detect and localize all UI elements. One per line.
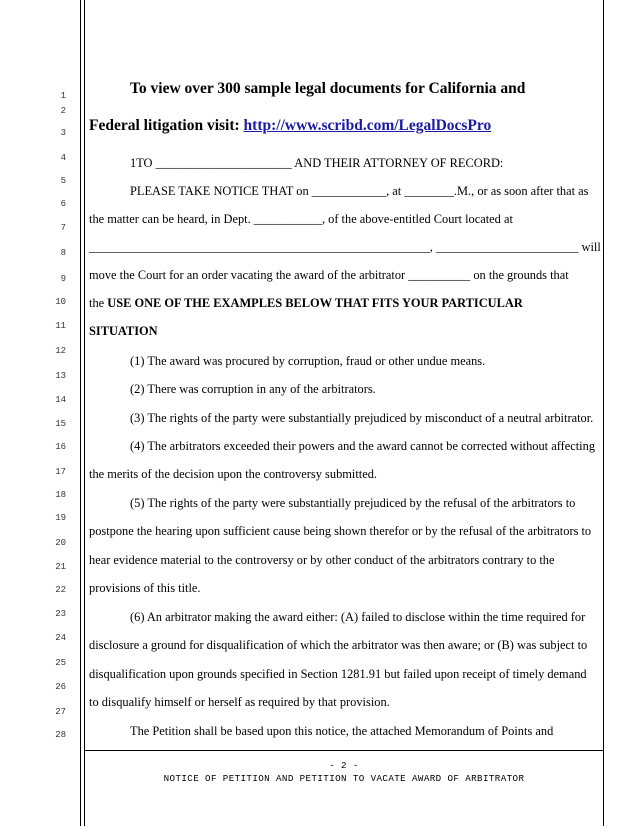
line-number: 2 — [60, 106, 66, 116]
footer-rule — [84, 750, 604, 751]
right-margin-rule — [603, 0, 604, 826]
left-margin-rule-outer — [80, 0, 81, 826]
ground-4-line-2: the merits of the decision upon the controversy submitted. — [89, 467, 378, 481]
line-number: 1 — [60, 91, 66, 101]
line-number: 27 — [55, 707, 66, 717]
situation-line: SITUATION — [89, 324, 158, 338]
line-number: 21 — [55, 562, 66, 572]
page-number: - 2 - — [329, 760, 359, 771]
ground-5-line-4: provisions of this title. — [89, 581, 201, 595]
move-line: move the Court for an order vacating the award of the arbitrator __________ on the grounds that — [89, 268, 569, 282]
line-number: 12 — [55, 346, 66, 356]
petition-line: The Petition shall be based upon this notice, the attached Memorandum of Points and — [130, 724, 554, 738]
line-number: 23 — [55, 609, 66, 619]
instruction-line — [89, 296, 523, 311]
line-number: 18 — [55, 490, 66, 500]
footer-title: NOTICE OF PETITION AND PETITION TO VACATE AWARD OF ARBITRATOR — [163, 773, 525, 784]
heading-prefix: Federal litigation visit: — [89, 117, 244, 134]
line-number: 11 — [55, 321, 66, 331]
instruction-prefix: the — [89, 296, 108, 310]
ground-5-line-1: (5) The rights of the party were substantially prejudiced by the refusal of the arbitrators to — [130, 496, 576, 510]
instruction-text: USE ONE OF THE EXAMPLES BELOW THAT FITS YOUR PARTICULAR — [107, 296, 523, 310]
line-number: 20 — [55, 538, 66, 548]
ground-3: (3) The rights of the party were substantially prejudiced by misconduct of a neutral arbitrator. — [130, 411, 594, 425]
line-number: 13 — [55, 371, 66, 381]
heading-line-2 — [89, 117, 491, 135]
heard-line: the matter can be heard, in Dept. ___________, of the above-entitled Court located at — [89, 212, 513, 226]
ground-6-line-1: (6) An arbitrator making the award either: (A) failed to disclose within the time required for — [130, 610, 586, 624]
line-number: 4 — [60, 153, 66, 163]
ground-4-line-1: (4) The arbitrators exceeded their powers and the award cannot be corrected without affecting — [130, 439, 596, 453]
line-number: 25 — [55, 658, 66, 668]
ground-5-line-3: hear evidence material to the controversy or by other conduct of the arbitrators contrary to the — [89, 553, 555, 567]
heading-line-1: To view over 300 sample legal documents for California and — [130, 80, 526, 97]
line-number: 24 — [55, 633, 66, 643]
line-number: 15 — [55, 419, 66, 429]
to-line: 1TO ______________________ AND THEIR ATTORNEY OF RECORD: — [130, 156, 504, 170]
line-number: 3 — [60, 128, 66, 138]
line-number: 5 — [60, 176, 66, 186]
footer — [88, 760, 600, 784]
ground-2: (2) There was corruption in any of the arbitrators. — [130, 382, 376, 396]
line-number: 9 — [60, 274, 66, 284]
ground-5-line-2: postpone the hearing upon sufficient cause being shown therefor or by the refusal of the arbitrators to — [89, 524, 592, 538]
notice-line: PLEASE TAKE NOTICE THAT on ____________, at ________.M., or as soon after that as — [130, 184, 589, 198]
line-number: 10 — [55, 297, 66, 307]
line-number: 6 — [60, 199, 66, 209]
line-number: 16 — [55, 442, 66, 452]
line-number: 7 — [60, 223, 66, 233]
ground-6-line-3: disqualification upon grounds specified in Section 1281.91 but failed upon receipt of timely demand — [89, 667, 587, 681]
scribd-link[interactable]: http://www.scribd.com/LegalDocsPro — [243, 117, 492, 134]
left-margin-rule-inner — [84, 0, 85, 826]
ground-1: (1) The award was procured by corruption, fraud or other undue means. — [130, 354, 486, 368]
line-number: 8 — [60, 248, 66, 258]
line-number: 28 — [55, 730, 66, 740]
line-number: 26 — [55, 682, 66, 692]
ground-6-line-4: to disqualify himself or herself as required by that provision. — [89, 695, 390, 709]
line-number: 17 — [55, 467, 66, 477]
line-number: 14 — [55, 395, 66, 405]
address-line: _______________________________________________________, _______________________ will — [89, 240, 601, 254]
ground-6-line-2: disclosure a ground for disqualification of which the arbitrator was then aware; or (B) was subject to — [89, 638, 588, 652]
line-number: 19 — [55, 513, 66, 523]
line-number: 22 — [55, 585, 66, 595]
